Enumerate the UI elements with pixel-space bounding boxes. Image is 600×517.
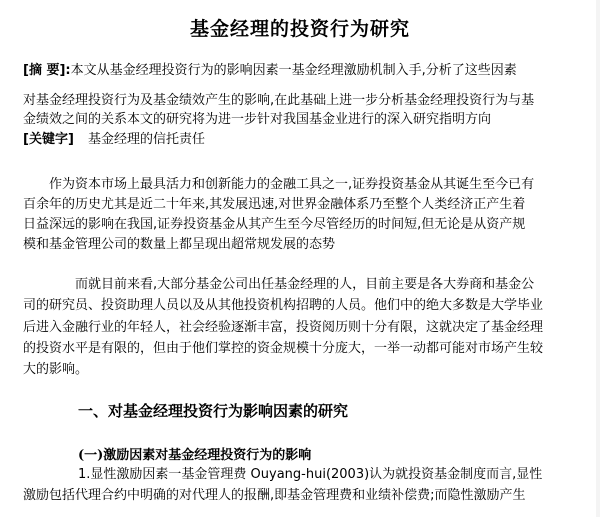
paragraph-3-line-2: 激励包括代理合约中明确的对代理人的报酬,即基金管理费和业绩补偿费;而隐性激励产生 [23,488,526,503]
document-title: 基金经理的投资行为研究 [189,18,410,40]
abstract-label: [摘 要]: [23,63,71,78]
paragraph-1-line-2: 百余年的历史尤其是近二十年来,其发展迅速,对世界金融体系乃至整个人类经济正产生着 [23,197,526,212]
abstract-line-3: 金绩效之间的关系本文的研究将为进一步针对我国基金业进行的深入研究指明方向 [23,112,492,127]
paragraph-3-line-1: 1.显性激励因素一基金管理费 Ouyang-hui(2003)认为就投资基金制度而言,显性 [78,467,543,482]
paragraph-2-line-4: 的投资水平是有限的，但由于他们掌控的资金规模十分庞大，一举一动都可能对市场产生较 [23,341,544,356]
keywords-text: 基金经理的信托责任 [88,132,206,147]
keywords-line [23,131,583,149]
paragraph-2-line-3: 后进入金融行业的年轻人，社会经验逐渐丰富，投资阅历则十分有限，这就决定了基金经理 [23,320,544,335]
abstract-line-1 [23,62,583,80]
subsection-1-heading: (一)激励因素对基金经理投资行为的影响 [78,448,312,463]
section-1-heading: 一、对基金经理投资行为影响因素的研究 [78,402,349,420]
paragraph-2-line-1: 而就目前来看,大部分基金公司出任基金经理的人，目前主要是各大券商和基金公 [75,277,535,292]
paragraph-2-line-5: 大的影响。 [23,362,89,377]
scrollbar-edge[interactable] [596,0,600,517]
keywords-label: [关键字] [23,132,74,147]
paragraph-1-line-1: 作为资本市场上最具活力和创新能力的金融工具之一,证券投资基金从其诞生至今已有 [49,177,535,192]
abstract-line-2: 对基金经理投资行为及基金绩效产生的影响,在此基础上进一步分析基金经理投资行为与基 [23,93,535,108]
paragraph-1-line-3: 日益深远的影响在我国,证券投资基金从其产生至今尽管经历的时间短,但无论是从资产规 [23,217,526,232]
abstract-text-1: 本文从基金经理投资行为的影响因素一基金经理激励机制入手,分析了这些因素 [70,63,517,78]
paragraph-2-line-2: 司的研究员、投资助理人员以及从其他投资机构招聘的人员。他们中的绝大多数是大学毕业 [23,298,544,313]
paragraph-1-line-4: 模和基金管理公司的数量上都呈现出超常规发展的态势 [23,237,336,252]
